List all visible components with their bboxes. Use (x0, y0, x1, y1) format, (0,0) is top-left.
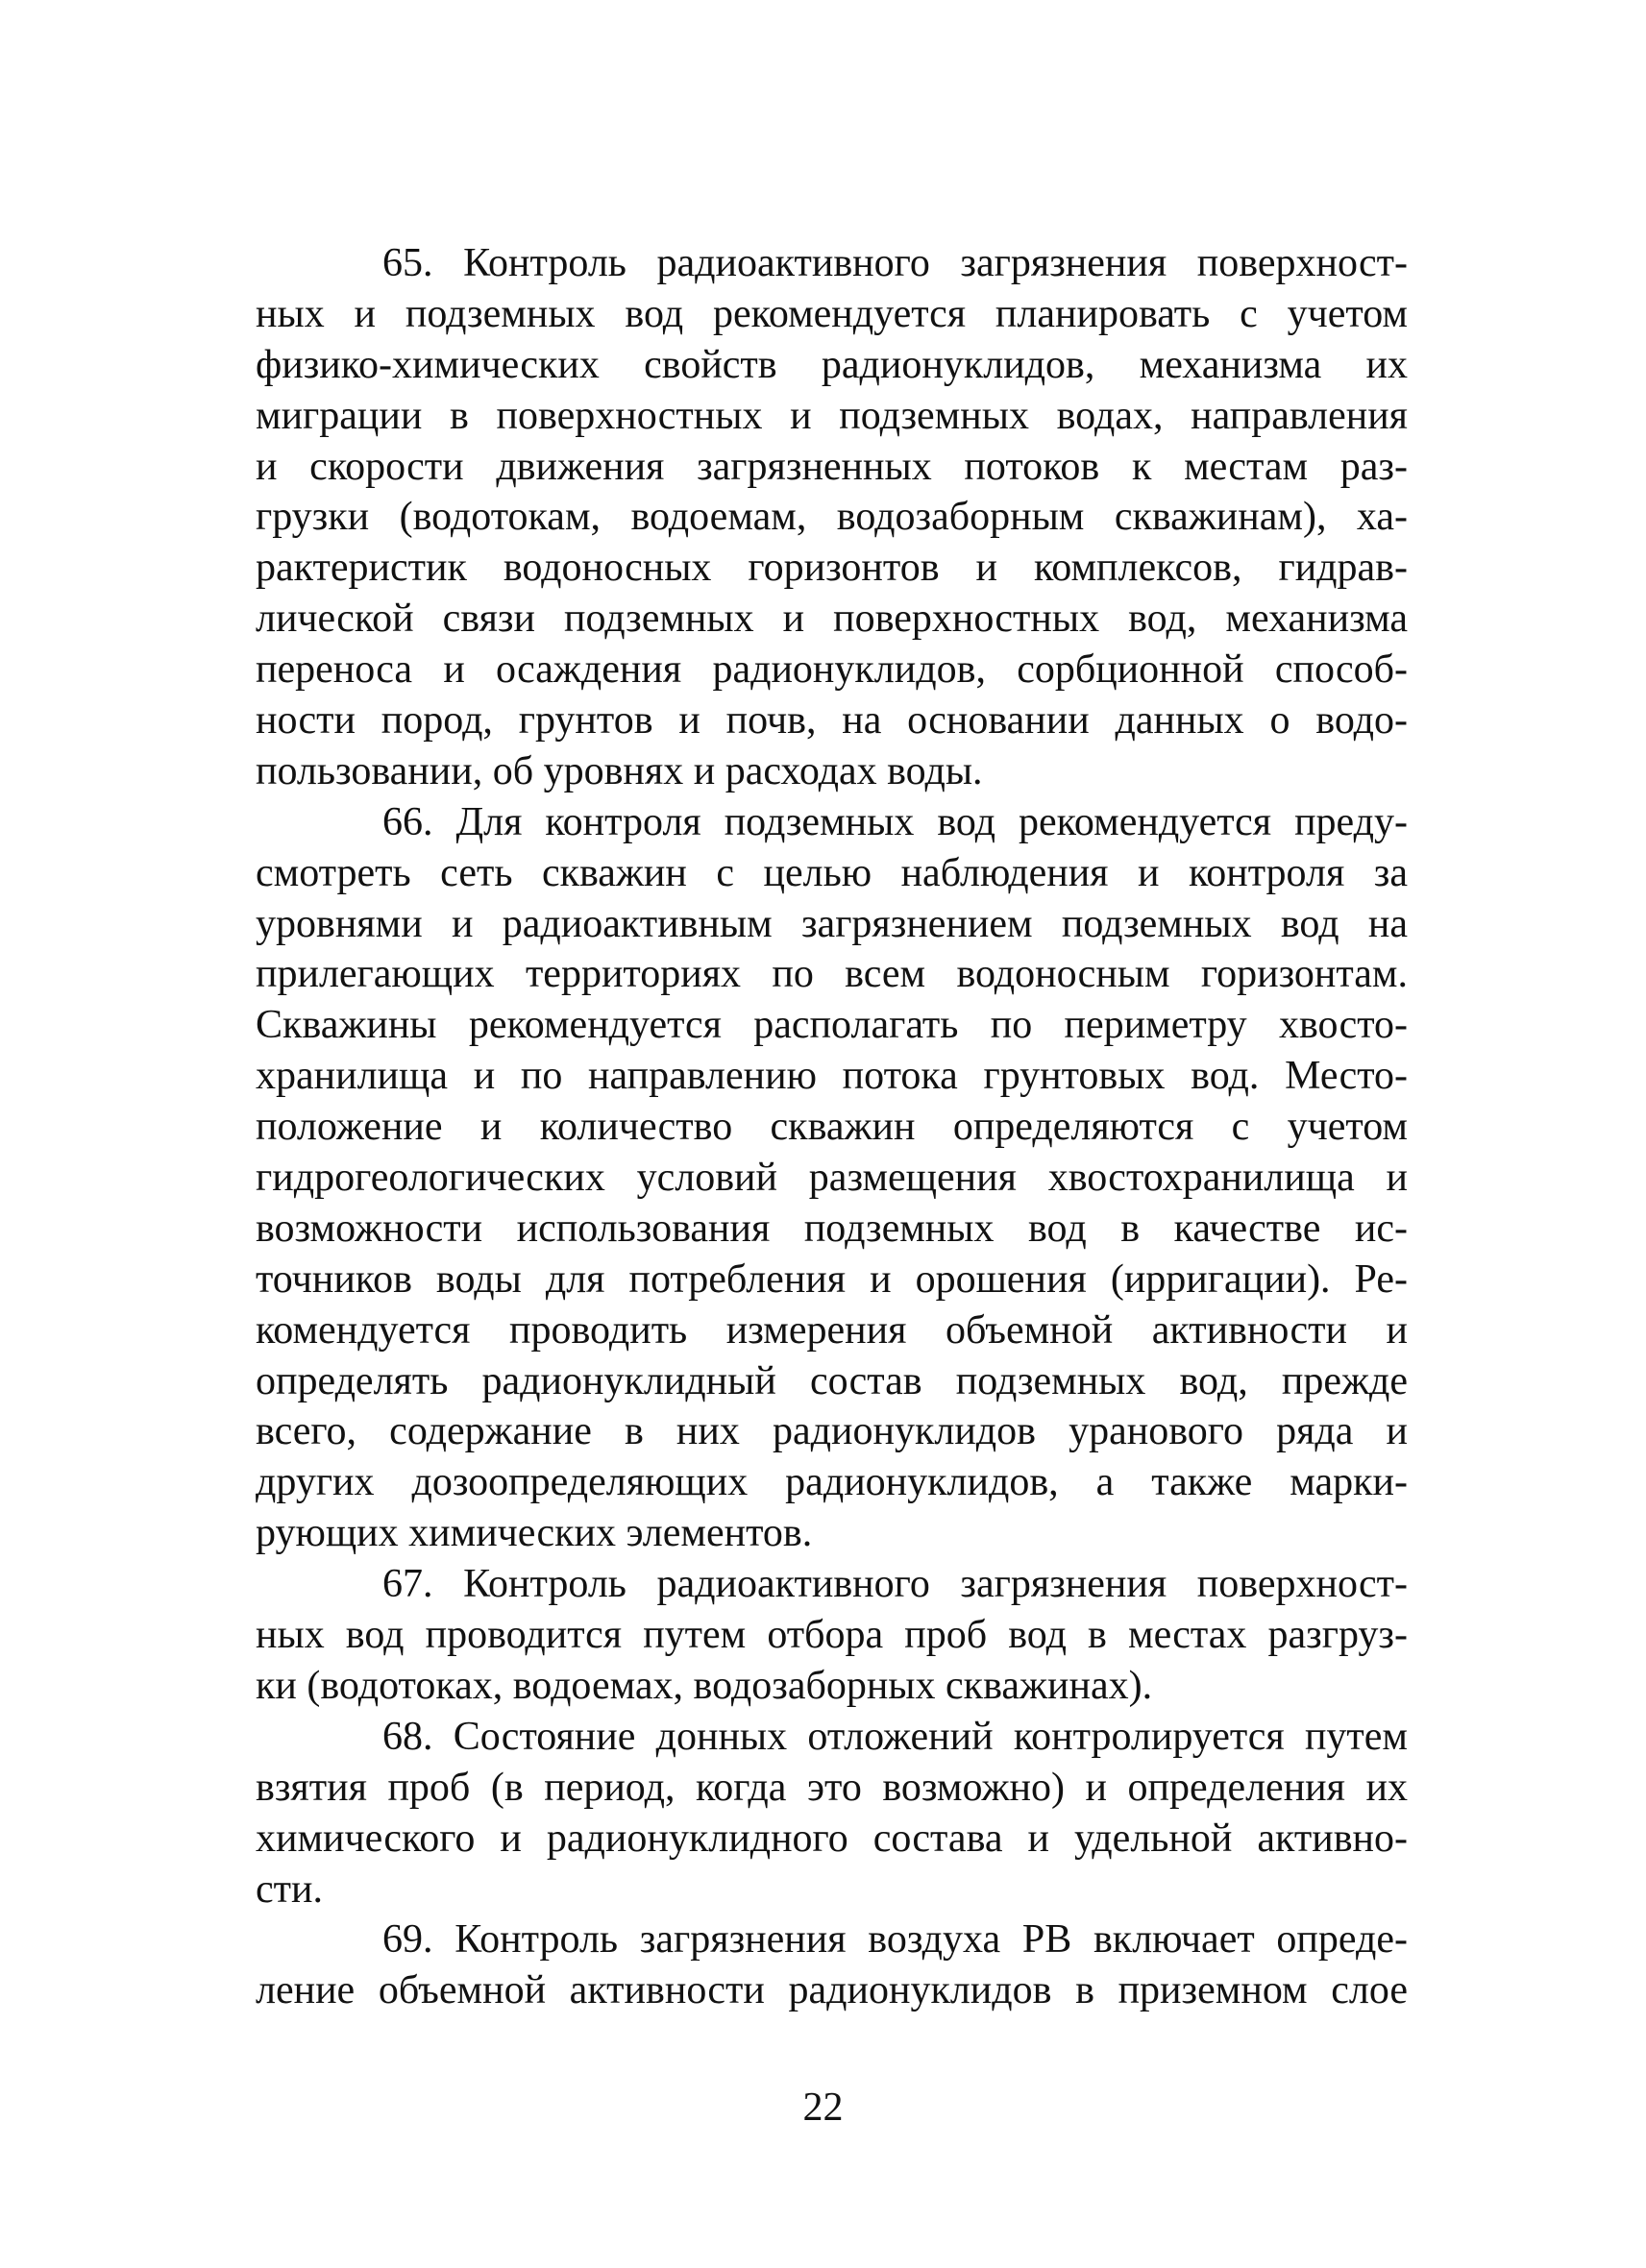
paragraph-66-line: всего, содержание в них радионуклидов уранового ряда и (256, 1409, 1408, 1454)
paragraph-66-line: смотреть сеть скважин с целью наблюдения и контроля за (256, 850, 1408, 895)
paragraph-66-line: положение и количество скважин определяются с учетом (256, 1105, 1408, 1150)
paragraph-65-line: ных и подземных вод рекомендуется планировать с учетом (256, 291, 1408, 336)
paragraph-66-line: определять радионуклидный состав подземных вод, прежде (256, 1358, 1408, 1403)
paragraph-66-line: уровнями и радиоактивным загрязнением подземных вод на (256, 901, 1408, 946)
body-text (256, 238, 1408, 2016)
paragraph-66-line: Скважины рекомендуется располагать по периметру хвосто- (256, 1003, 1408, 1048)
paragraph-66-line: других дозоопределяющих радионуклидов, а также марки- (256, 1460, 1408, 1505)
paragraph-67-line: ки (водотоках, водоемах, водозаборных скважинах). (256, 1663, 1153, 1708)
paragraph-66-line: прилегающих территориях по всем водоносным горизонтам. (256, 952, 1408, 997)
paragraph-68-line: взятия проб (в период, когда это возможно) и определения их (256, 1765, 1408, 1810)
paragraph-66-line: точников воды для потребления и орошения (ирригации). Ре- (256, 1256, 1408, 1302)
paragraph-65-line: миграции в поверхностных и подземных водах, направления (256, 393, 1408, 438)
paragraph-66-line: гидрогеологических условий размещения хвостохранилища и (256, 1156, 1408, 1201)
paragraph-68-line: химического и радионуклидного состава и удельной активно- (256, 1816, 1408, 1861)
paragraph-67-line: 67. Контроль радиоактивного загрязнения поверхност- (382, 1562, 1408, 1607)
paragraph-65-line: переноса и осаждения радионуклидов, сорбционной способ- (256, 647, 1408, 693)
paragraph-65-line: грузки (водотокам, водоемам, водозаборным скважинам), ха- (256, 495, 1408, 540)
paragraph-67-line: ных вод проводится путем отбора проб вод в местах разгруз- (256, 1613, 1408, 1658)
paragraph-65-line: 65. Контроль радиоактивного загрязнения поверхност- (382, 241, 1408, 285)
paragraph-68-line: сти. (256, 1866, 323, 1912)
paragraph-69-line: ление объемной активности радионуклидов в приземном слое (256, 1968, 1408, 2013)
paragraph-65-line: ности пород, грунтов и почв, на основании данных о водо- (256, 698, 1408, 744)
paragraph-65-line: лической связи подземных и поверхностных вод, механизма (256, 597, 1408, 642)
paragraph-65-line: и скорости движения загрязненных потоков к местам раз- (256, 444, 1408, 489)
paragraph-65-line: физико-химических свойств радионуклидов, механизма их (256, 342, 1408, 387)
paragraph-65-line: пользовании, об уровнях и расходах воды. (256, 748, 983, 793)
page-number: 22 (802, 2085, 844, 2130)
paragraph-66-line: комендуется проводить измерения объемной активности и (256, 1307, 1408, 1353)
paragraph-66-line: рующих химических элементов. (256, 1511, 813, 1556)
paragraph-65-line: рактеристик водоносных горизонтов и комплексов, гидрав- (256, 546, 1408, 591)
paragraph-69-line: 69. Контроль загрязнения воздуха РВ включает опреде- (382, 1917, 1408, 1963)
paragraph-66-line: хранилища и по направлению потока грунтовых вод. Место- (256, 1054, 1408, 1099)
paragraph-66-line: возможности использования подземных вод в качестве ис- (256, 1206, 1408, 1251)
paragraph-66-line: 66. Для контроля подземных вод рекомендуется преду- (382, 799, 1408, 844)
paragraph-68-line: 68. Состояние донных отложений контролируется путем (382, 1714, 1408, 1759)
